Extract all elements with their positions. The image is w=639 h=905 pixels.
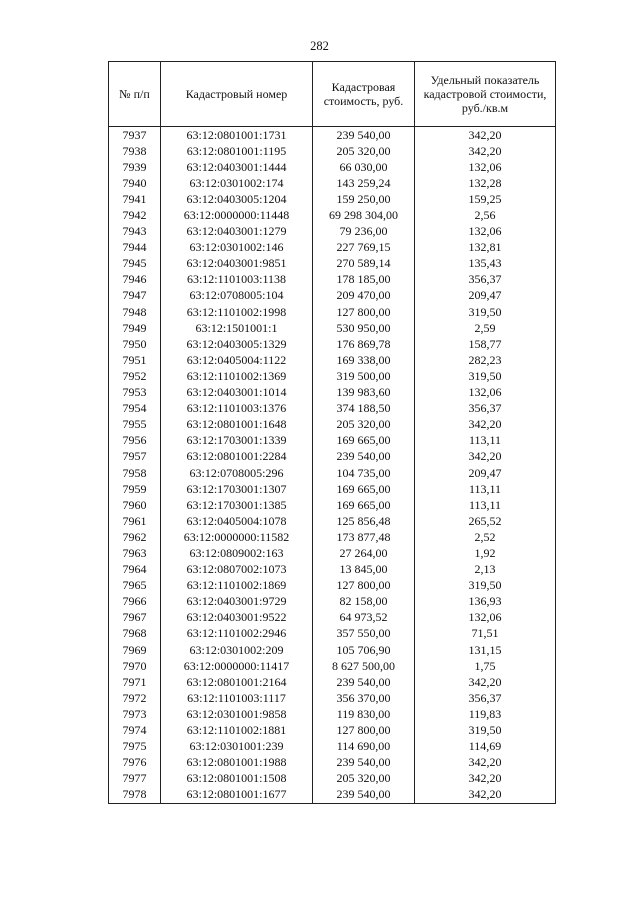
cadastral-number-cell: 63:12:0301001:239 <box>161 739 313 755</box>
row-num-cell: 7972 <box>109 690 161 706</box>
row-num-cell: 7937 <box>109 127 161 144</box>
row-num-cell: 7978 <box>109 787 161 804</box>
cadastral-value-cell: 79 236,00 <box>313 224 415 240</box>
row-num-cell: 7958 <box>109 465 161 481</box>
cadastral-value-cell: 104 735,00 <box>313 465 415 481</box>
cadastral-number-cell: 63:12:1101003:1117 <box>161 690 313 706</box>
row-num-cell: 7975 <box>109 739 161 755</box>
cadastral-value-cell: 205 320,00 <box>313 143 415 159</box>
cadastral-number-cell: 63:12:1703001:1339 <box>161 433 313 449</box>
cadastral-value-cell: 205 320,00 <box>313 771 415 787</box>
table-row <box>109 385 556 401</box>
cadastral-number-cell: 63:12:0403005:1329 <box>161 336 313 352</box>
table-row <box>109 352 556 368</box>
specific-value-cell: 342,20 <box>415 787 556 804</box>
specific-value-cell: 1,75 <box>415 658 556 674</box>
table-row <box>109 706 556 722</box>
cadastral-number-cell: 63:12:0801001:1988 <box>161 755 313 771</box>
cadastral-number-cell: 63:12:0301002:209 <box>161 642 313 658</box>
cadastral-value-cell: 27 264,00 <box>313 545 415 561</box>
specific-value-cell: 71,51 <box>415 626 556 642</box>
table-row <box>109 272 556 288</box>
cadastral-number-cell: 63:12:0801001:1195 <box>161 143 313 159</box>
cadastral-number-cell: 63:12:0801001:1731 <box>161 127 313 144</box>
specific-value-cell: 342,20 <box>415 771 556 787</box>
specific-value-cell: 132,06 <box>415 610 556 626</box>
row-num-cell: 7973 <box>109 706 161 722</box>
table-row <box>109 787 556 804</box>
cadastral-value-cell: 105 706,90 <box>313 642 415 658</box>
table-row <box>109 240 556 256</box>
cadastral-value-cell: 69 298 304,00 <box>313 207 415 223</box>
cadastral-number-cell: 63:12:1101002:1869 <box>161 578 313 594</box>
specific-value-cell: 209,47 <box>415 465 556 481</box>
cadastral-number-cell: 63:12:0301001:9858 <box>161 706 313 722</box>
cadastral-number-cell: 63:12:1101002:2946 <box>161 626 313 642</box>
cadastral-value-cell: 64 973,52 <box>313 610 415 626</box>
specific-value-cell: 2,56 <box>415 207 556 223</box>
row-num-cell: 7942 <box>109 207 161 223</box>
cadastral-number-cell: 63:12:0403001:1014 <box>161 385 313 401</box>
header-cadastral-number: Кадастровый номер <box>161 62 313 127</box>
cadastral-value-cell: 239 540,00 <box>313 755 415 771</box>
cadastral-number-cell: 63:12:0000000:11448 <box>161 207 313 223</box>
table-row <box>109 433 556 449</box>
table-row <box>109 368 556 384</box>
cadastral-number-cell: 63:12:0801001:2164 <box>161 674 313 690</box>
specific-value-cell: 356,37 <box>415 401 556 417</box>
specific-value-cell: 136,93 <box>415 594 556 610</box>
row-num-cell: 7976 <box>109 755 161 771</box>
cadastral-number-cell: 63:12:0403001:1279 <box>161 224 313 240</box>
table-row <box>109 304 556 320</box>
specific-value-cell: 356,37 <box>415 690 556 706</box>
cadastral-number-cell: 63:12:0301002:146 <box>161 240 313 256</box>
cadastral-value-cell: 209 470,00 <box>313 288 415 304</box>
header-cadastral-value: Кадастровая стоимость, руб. <box>313 62 415 127</box>
header-row <box>109 62 556 127</box>
specific-value-cell: 319,50 <box>415 304 556 320</box>
table-row <box>109 578 556 594</box>
cadastral-number-cell: 63:12:0807002:1073 <box>161 562 313 578</box>
table-row <box>109 481 556 497</box>
table-header <box>109 62 556 127</box>
cadastral-value-cell: 125 856,48 <box>313 513 415 529</box>
row-num-cell: 7961 <box>109 513 161 529</box>
cadastral-number-cell: 63:12:1101002:1998 <box>161 304 313 320</box>
table-row <box>109 191 556 207</box>
cadastral-value-cell: 530 950,00 <box>313 320 415 336</box>
cadastral-number-cell: 63:12:1101003:1138 <box>161 272 313 288</box>
specific-value-cell: 132,28 <box>415 175 556 191</box>
row-num-cell: 7974 <box>109 722 161 738</box>
cadastral-value-cell: 169 665,00 <box>313 433 415 449</box>
cadastral-number-cell: 63:12:0403001:9522 <box>161 610 313 626</box>
table-row <box>109 771 556 787</box>
cadastral-value-cell: 119 830,00 <box>313 706 415 722</box>
specific-value-cell: 119,83 <box>415 706 556 722</box>
specific-value-cell: 131,15 <box>415 642 556 658</box>
table-row <box>109 143 556 159</box>
cadastral-value-cell: 139 983,60 <box>313 385 415 401</box>
specific-value-cell: 132,06 <box>415 159 556 175</box>
cadastral-value-cell: 176 869,78 <box>313 336 415 352</box>
cadastral-number-cell: 63:12:0801001:2284 <box>161 449 313 465</box>
cadastral-value-cell: 319 500,00 <box>313 368 415 384</box>
cadastral-value-cell: 127 800,00 <box>313 578 415 594</box>
row-num-cell: 7949 <box>109 320 161 336</box>
specific-value-cell: 319,50 <box>415 722 556 738</box>
row-num-cell: 7962 <box>109 529 161 545</box>
cadastral-value-cell: 127 800,00 <box>313 722 415 738</box>
table-row <box>109 562 556 578</box>
row-num-cell: 7966 <box>109 594 161 610</box>
cadastral-number-cell: 63:12:0403001:1444 <box>161 159 313 175</box>
specific-value-cell: 2,13 <box>415 562 556 578</box>
table-row <box>109 529 556 545</box>
cadastral-number-cell: 63:12:0801001:1677 <box>161 787 313 804</box>
specific-value-cell: 2,52 <box>415 529 556 545</box>
row-num-cell: 7940 <box>109 175 161 191</box>
table-row <box>109 207 556 223</box>
cadastral-value-cell: 205 320,00 <box>313 417 415 433</box>
row-num-cell: 7960 <box>109 497 161 513</box>
row-num-cell: 7941 <box>109 191 161 207</box>
table-row <box>109 465 556 481</box>
specific-value-cell: 342,20 <box>415 127 556 144</box>
specific-value-cell: 135,43 <box>415 256 556 272</box>
specific-value-cell: 282,23 <box>415 352 556 368</box>
cadastral-value-cell: 8 627 500,00 <box>313 658 415 674</box>
cadastral-table <box>108 61 556 804</box>
cadastral-number-cell: 63:12:1101002:1881 <box>161 722 313 738</box>
table-row <box>109 417 556 433</box>
table-row <box>109 755 556 771</box>
row-num-cell: 7959 <box>109 481 161 497</box>
cadastral-number-cell: 63:12:0405004:1078 <box>161 513 313 529</box>
row-num-cell: 7948 <box>109 304 161 320</box>
header-specific-value: Удельный показатель кадастровой стоимости, руб./кв.м <box>415 62 556 127</box>
cadastral-number-cell: 63:12:1101002:1369 <box>161 368 313 384</box>
specific-value-cell: 319,50 <box>415 578 556 594</box>
row-num-cell: 7950 <box>109 336 161 352</box>
cadastral-value-cell: 159 250,00 <box>313 191 415 207</box>
row-num-cell: 7943 <box>109 224 161 240</box>
specific-value-cell: 158,77 <box>415 336 556 352</box>
specific-value-cell: 342,20 <box>415 143 556 159</box>
specific-value-cell: 113,11 <box>415 481 556 497</box>
row-num-cell: 7944 <box>109 240 161 256</box>
table-row <box>109 722 556 738</box>
table-row <box>109 320 556 336</box>
table-row <box>109 739 556 755</box>
table-row <box>109 449 556 465</box>
cadastral-value-cell: 143 259,24 <box>313 175 415 191</box>
row-num-cell: 7956 <box>109 433 161 449</box>
cadastral-value-cell: 173 877,48 <box>313 529 415 545</box>
specific-value-cell: 342,20 <box>415 417 556 433</box>
specific-value-cell: 1,92 <box>415 545 556 561</box>
specific-value-cell: 132,06 <box>415 385 556 401</box>
table-row <box>109 513 556 529</box>
cadastral-value-cell: 239 540,00 <box>313 674 415 690</box>
cadastral-number-cell: 63:12:0000000:11582 <box>161 529 313 545</box>
cadastral-value-cell: 227 769,15 <box>313 240 415 256</box>
table-row <box>109 674 556 690</box>
cadastral-number-cell: 63:12:1703001:1307 <box>161 481 313 497</box>
specific-value-cell: 132,81 <box>415 240 556 256</box>
row-num-cell: 7952 <box>109 368 161 384</box>
cadastral-number-cell: 63:12:0403005:1204 <box>161 191 313 207</box>
row-num-cell: 7953 <box>109 385 161 401</box>
row-num-cell: 7957 <box>109 449 161 465</box>
cadastral-number-cell: 63:12:0801001:1648 <box>161 417 313 433</box>
cadastral-value-cell: 178 185,00 <box>313 272 415 288</box>
table-row <box>109 594 556 610</box>
cadastral-value-cell: 239 540,00 <box>313 127 415 144</box>
specific-value-cell: 265,52 <box>415 513 556 529</box>
cadastral-number-cell: 63:12:0809002:163 <box>161 545 313 561</box>
cadastral-value-cell: 239 540,00 <box>313 787 415 804</box>
row-num-cell: 7965 <box>109 578 161 594</box>
table-row <box>109 642 556 658</box>
table-row <box>109 256 556 272</box>
cadastral-number-cell: 63:12:0708005:104 <box>161 288 313 304</box>
row-num-cell: 7970 <box>109 658 161 674</box>
row-num-cell: 7964 <box>109 562 161 578</box>
header-num: № п/п <box>109 62 161 127</box>
cadastral-value-cell: 169 665,00 <box>313 481 415 497</box>
table-row <box>109 175 556 191</box>
row-num-cell: 7954 <box>109 401 161 417</box>
specific-value-cell: 342,20 <box>415 674 556 690</box>
cadastral-number-cell: 63:12:1703001:1385 <box>161 497 313 513</box>
specific-value-cell: 113,11 <box>415 433 556 449</box>
row-num-cell: 7963 <box>109 545 161 561</box>
cadastral-number-cell: 63:12:0301002:174 <box>161 175 313 191</box>
cadastral-number-cell: 63:12:0403001:9851 <box>161 256 313 272</box>
cadastral-value-cell: 169 338,00 <box>313 352 415 368</box>
specific-value-cell: 2,59 <box>415 320 556 336</box>
cadastral-value-cell: 127 800,00 <box>313 304 415 320</box>
cadastral-value-cell: 356 370,00 <box>313 690 415 706</box>
specific-value-cell: 159,25 <box>415 191 556 207</box>
row-num-cell: 7971 <box>109 674 161 690</box>
specific-value-cell: 114,69 <box>415 739 556 755</box>
cadastral-value-cell: 169 665,00 <box>313 497 415 513</box>
table-row <box>109 690 556 706</box>
table-row <box>109 127 556 144</box>
cadastral-number-cell: 63:12:0405004:1122 <box>161 352 313 368</box>
cadastral-value-cell: 357 550,00 <box>313 626 415 642</box>
specific-value-cell: 342,20 <box>415 755 556 771</box>
table-row <box>109 545 556 561</box>
table-row <box>109 159 556 175</box>
row-num-cell: 7946 <box>109 272 161 288</box>
row-num-cell: 7977 <box>109 771 161 787</box>
table-row <box>109 658 556 674</box>
cadastral-number-cell: 63:12:0403001:9729 <box>161 594 313 610</box>
cadastral-value-cell: 82 158,00 <box>313 594 415 610</box>
table-row <box>109 610 556 626</box>
row-num-cell: 7951 <box>109 352 161 368</box>
table-row <box>109 401 556 417</box>
table-row <box>109 626 556 642</box>
cadastral-number-cell: 63:12:1101003:1376 <box>161 401 313 417</box>
row-num-cell: 7939 <box>109 159 161 175</box>
cadastral-number-cell: 63:12:1501001:1 <box>161 320 313 336</box>
row-num-cell: 7947 <box>109 288 161 304</box>
specific-value-cell: 209,47 <box>415 288 556 304</box>
specific-value-cell: 342,20 <box>415 449 556 465</box>
row-num-cell: 7955 <box>109 417 161 433</box>
specific-value-cell: 132,06 <box>415 224 556 240</box>
table-row <box>109 224 556 240</box>
cadastral-value-cell: 239 540,00 <box>313 449 415 465</box>
page-number: 282 <box>310 39 329 53</box>
specific-value-cell: 356,37 <box>415 272 556 288</box>
row-num-cell: 7945 <box>109 256 161 272</box>
cadastral-value-cell: 114 690,00 <box>313 739 415 755</box>
table-row <box>109 336 556 352</box>
cadastral-number-cell: 63:12:0801001:1508 <box>161 771 313 787</box>
row-num-cell: 7938 <box>109 143 161 159</box>
cadastral-value-cell: 270 589,14 <box>313 256 415 272</box>
row-num-cell: 7967 <box>109 610 161 626</box>
row-num-cell: 7969 <box>109 642 161 658</box>
table-body <box>109 127 556 804</box>
specific-value-cell: 113,11 <box>415 497 556 513</box>
specific-value-cell: 319,50 <box>415 368 556 384</box>
cadastral-value-cell: 13 845,00 <box>313 562 415 578</box>
table-row <box>109 497 556 513</box>
cadastral-number-cell: 63:12:0708005:296 <box>161 465 313 481</box>
cadastral-value-cell: 374 188,50 <box>313 401 415 417</box>
table-row <box>109 288 556 304</box>
cadastral-value-cell: 66 030,00 <box>313 159 415 175</box>
row-num-cell: 7968 <box>109 626 161 642</box>
cadastral-number-cell: 63:12:0000000:11417 <box>161 658 313 674</box>
